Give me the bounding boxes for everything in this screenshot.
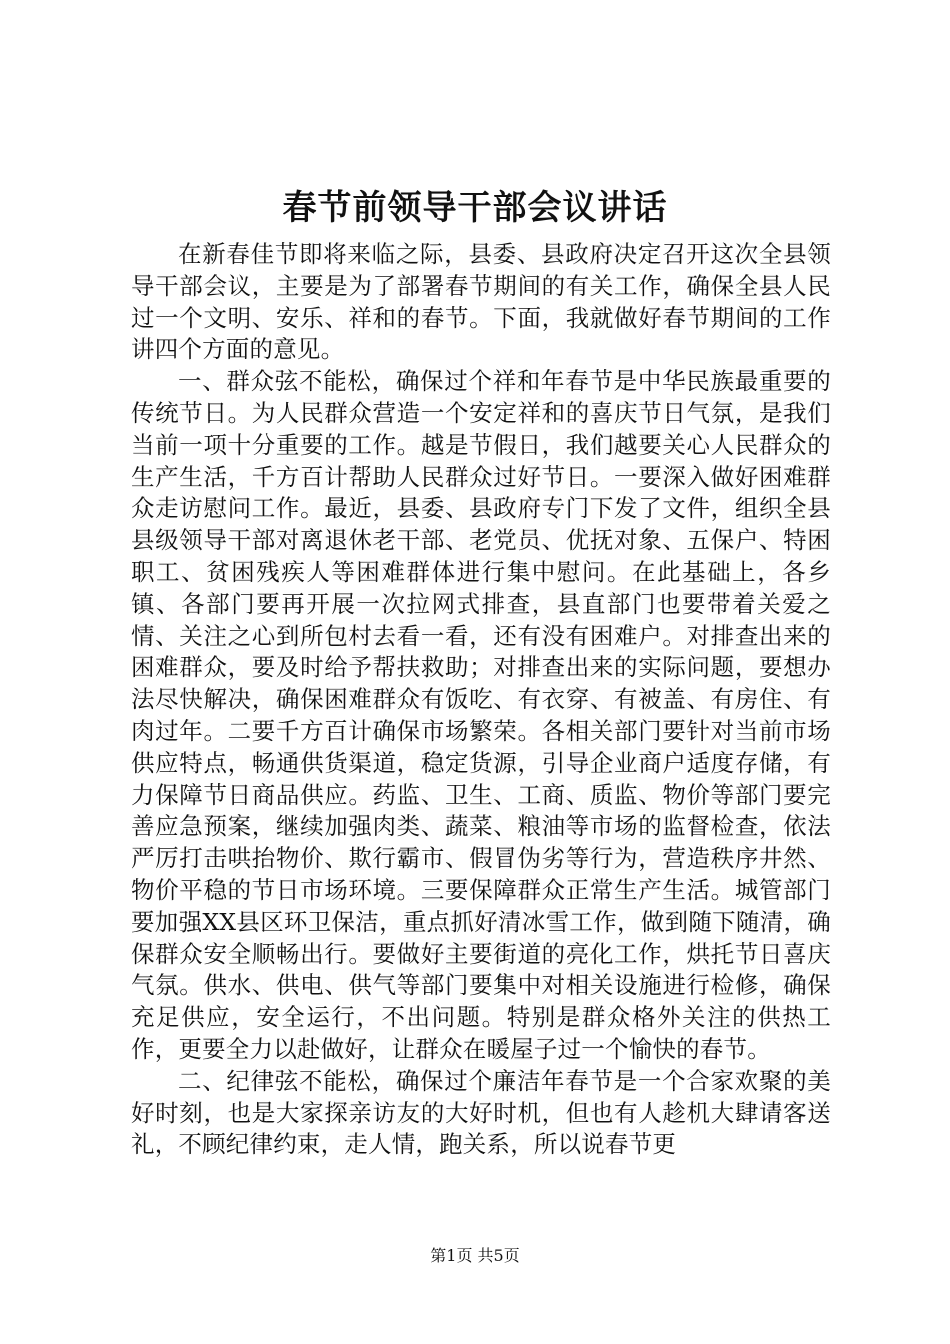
paragraph-section-two: 二、纪律弦不能松，确保过个廉洁年春节是一个合家欢聚的美好时刻，也是大家探亲访友的大好时机，但也有人趁机大肆请客送礼，不顾纪律约束，走人情，跑关系，所以说春节更 [131, 1066, 831, 1159]
document-title: 春节前领导干部会议讲话 [282, 188, 668, 228]
page-footer: 第1页 共5页 [430, 1246, 520, 1265]
document-body [131, 239, 831, 1161]
paragraph-section-one: 一、群众弦不能松，确保过个祥和年春节是中华民族最重要的传统节日。为人民群众营造一个安定祥和的喜庆节日气氛，是我们当前一项十分重要的工作。越是节假日，我们越要关心人民群众的生产生活，千方百计帮助人民群众过好节日。一要深入做好困难群众走访慰问工作。最近，县委、县政府专门下发了文件，组织全县县级领导干部对离退休老干部、老党员、优抚对象、五保户、特困职工、贫困残疾人等困难群体进行集中慰问。在此基础上，各乡镇、各部门要再开展一次拉网式排查，县直部门也要带着关爱之情、关注之心到所包村去看一看，还有没有困难户。对排查出来的困难群众，要及时给予帮扶救助；对排查出来的实际问题，要想办法尽快解决，确保困难群众有饭吃、有衣穿、有被盖、有房住、有肉过年。二要千方百计确保市场繁荣。各相关部门要针对当前市场供应特点，畅通供货渠道，稳定货源，引导企业商户适度存储，有力保障节日商品供应。药监、卫生、工商、质监、物价等部门要完善应急预案，继续加强肉类、蔬菜、粮油等市场的监督检查，依法严厉打击哄抬物价、欺行霸市、假冒伪劣等行为，营造秩序井然、物价平稳的节日市场环境。三要保障群众正常生产生活。城管部门要加强XX县区环卫保洁，重点抓好清冰雪工作，做到随下随清，确保群众安全顺畅出行。要做好主要街道的亮化工作，烘托节日喜庆气氛。供水、供电、供气等部门要集中对相关设施进行检修，确保充足供应，安全运行，不出问题。特别是群众格外关注的供热工作，更要全力以赴做好，让群众在暖屋子过一个愉快的春节。 [131, 367, 831, 1063]
paragraph-intro: 在新春佳节即将来临之际，县委、县政府决定召开这次全县领导干部会议，主要是为了部署春节期间的有关工作，确保全县人民过一个文明、安乐、祥和的春节。下面，我就做好春节期间的工作讲四个方面的意见。 [131, 240, 831, 364]
